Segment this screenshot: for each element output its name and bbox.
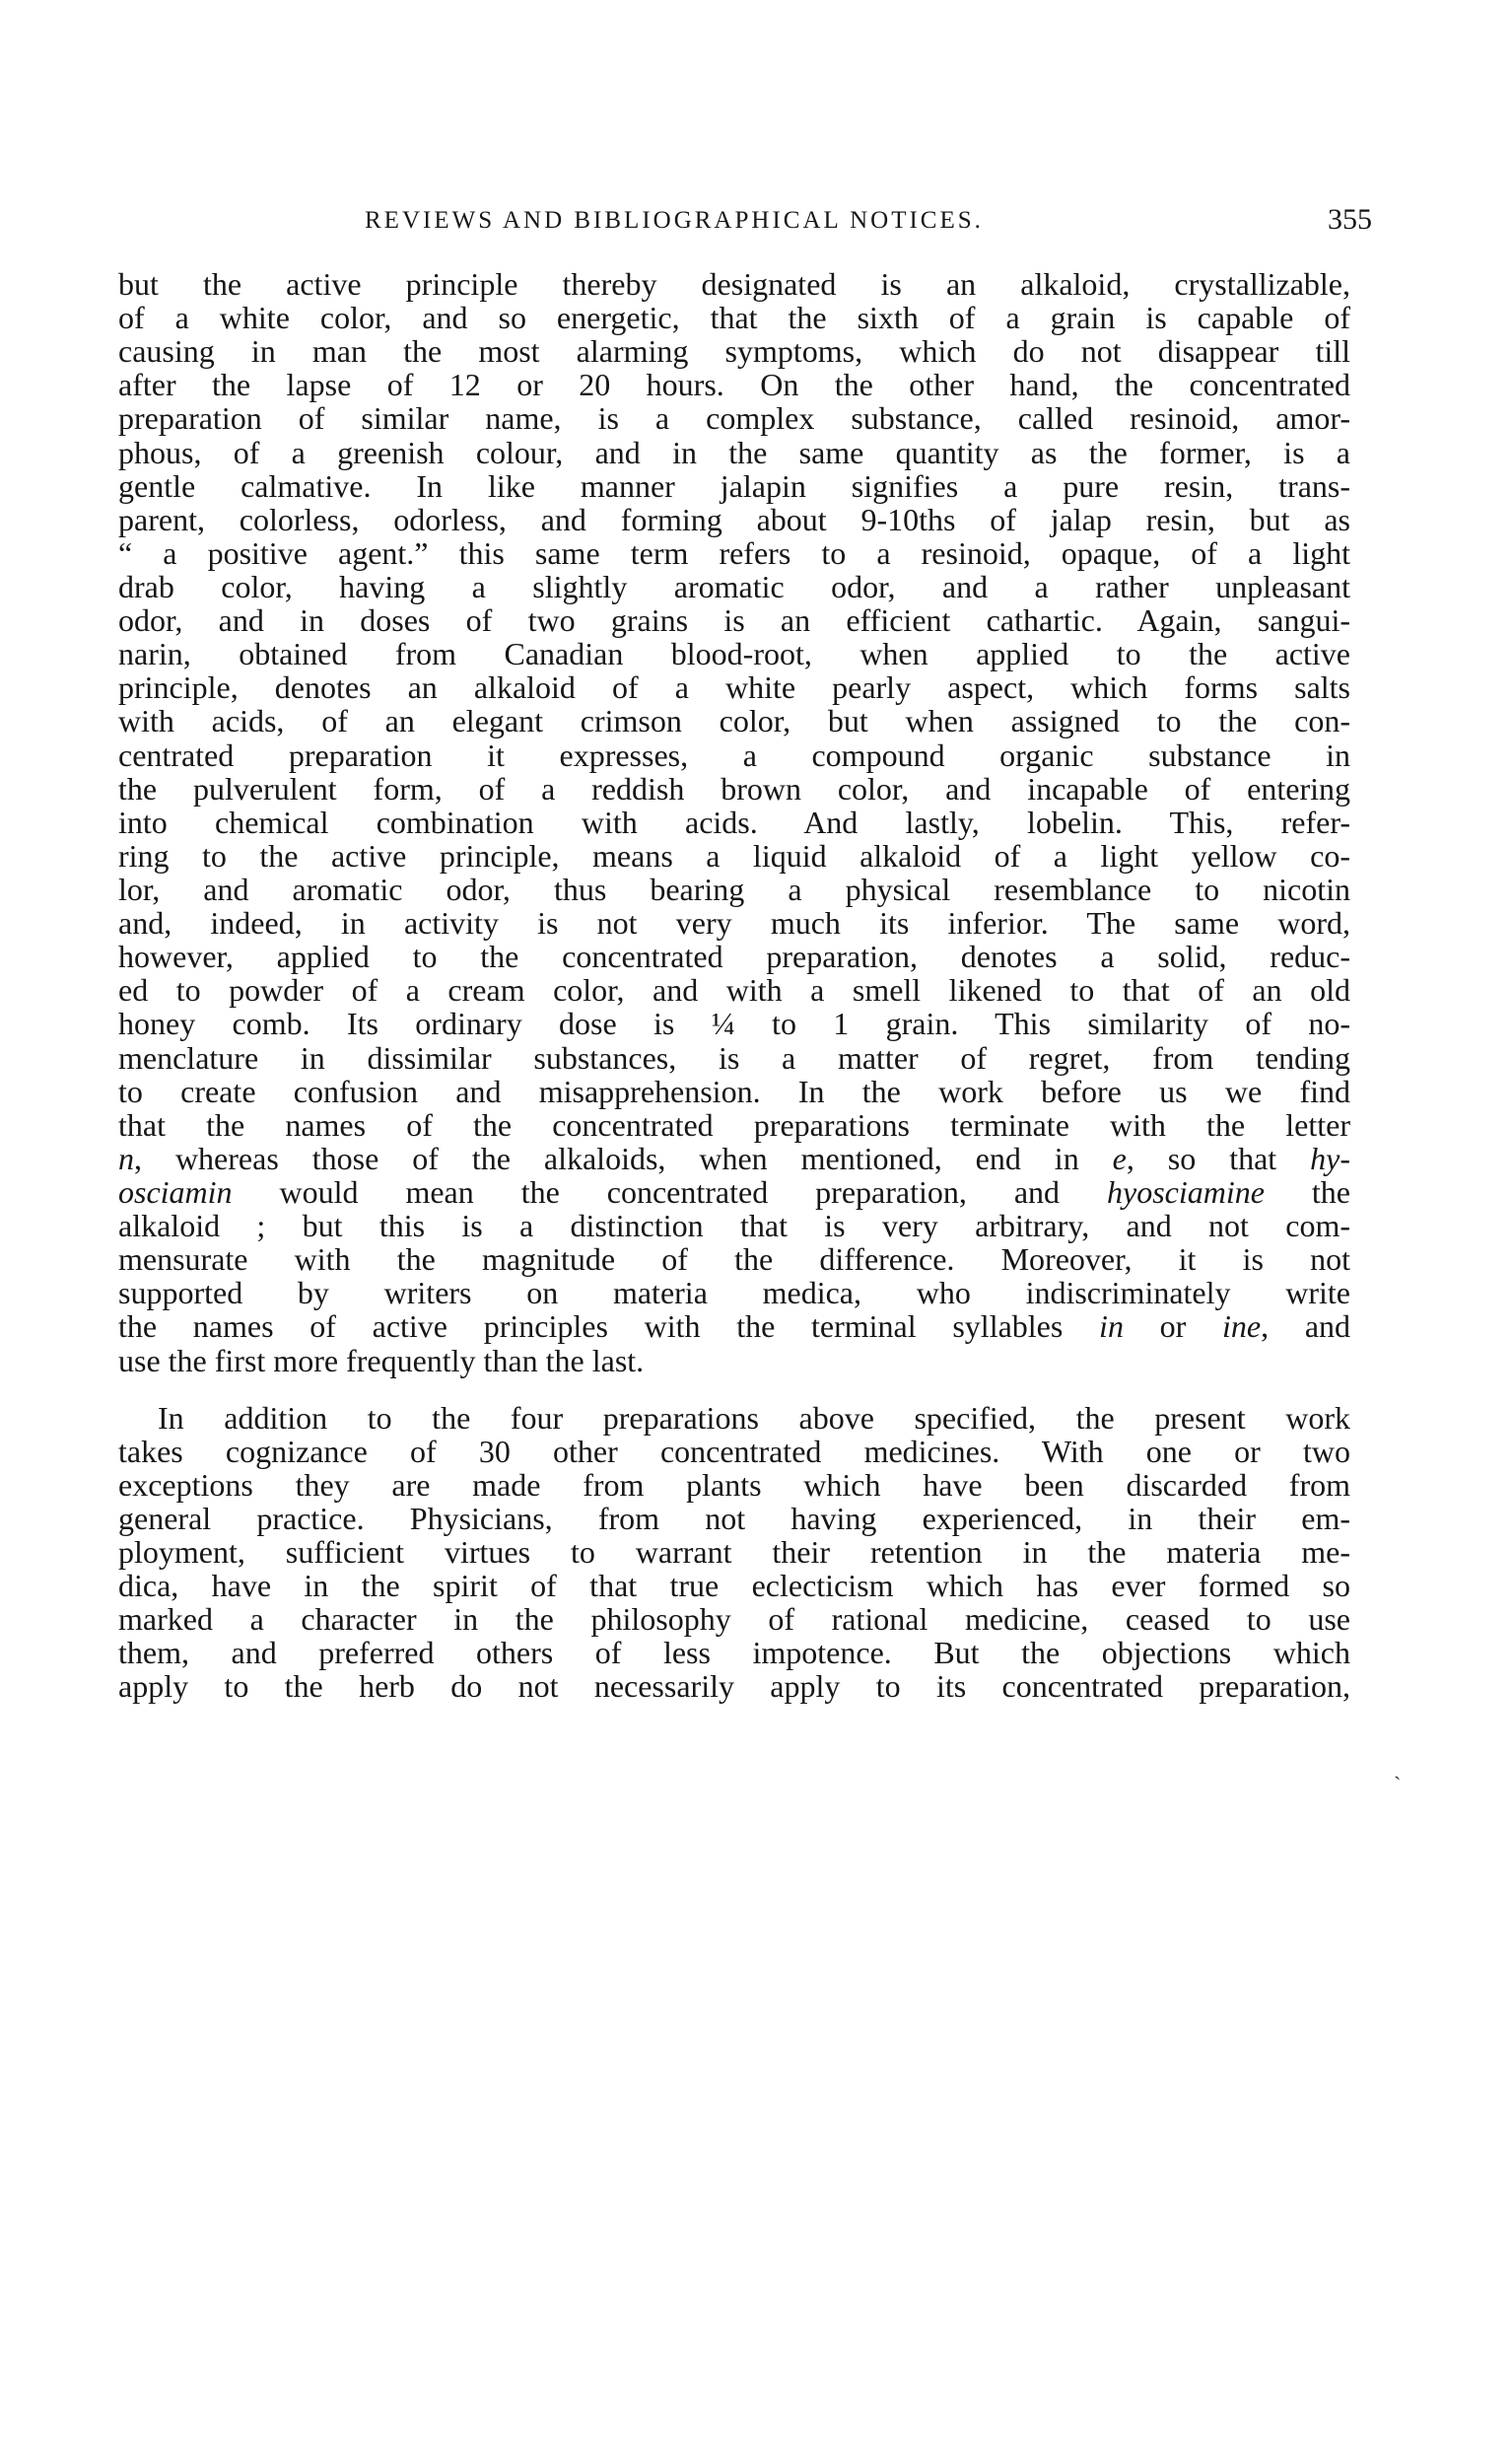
text-line: parent, colorless, odorless, and forming about 9-10ths of jalap resin, but as: [118, 501, 1350, 537]
text-line-italic-n: [118, 1140, 1351, 1176]
text-line: ployment, sufficient virtues to warrant their retention in the materia me-: [118, 1533, 1350, 1570]
stray-print-mark: ˎ: [1394, 1755, 1402, 1780]
text-line: causing in man the most alarming symptoms, which do not disappear till: [118, 333, 1350, 370]
text-line: and, indeed, in activity is not very much its inferior. The same word,: [118, 905, 1350, 942]
text-line: drab color, having a slightly aromatic odor, and a rather unpleasant: [118, 568, 1350, 604]
text-line: honey comb. Its ordinary dose is ¼ to 1 grain. This similarity of no-: [118, 1006, 1350, 1042]
page-number: 355: [1328, 203, 1372, 236]
text-fragment: would mean the concentrated preparation, and: [232, 1173, 1107, 1210]
text-line: odor, and in doses of two grains is an efficient cathartic. Again, sangui-: [118, 602, 1350, 639]
text-line: phous, of a greenish colour, and in the same quantity as the former, is a: [118, 434, 1350, 470]
text-line: centrated preparation it expresses, a compound organic substance in: [118, 737, 1350, 773]
text-fragment: , whereas those of the alkaloids, when mentioned, end in: [134, 1140, 1113, 1176]
text-line: menclature in dissimilar substances, is a matter of regret, from tending: [118, 1039, 1350, 1076]
text-line: but the active principle thereby designated is an alkaloid, crystallizable,: [118, 266, 1350, 302]
text-line: use the first more frequently than the last.: [118, 1342, 645, 1378]
text-line: dica, have in the spirit of that true eclecticism which has ever formed so: [118, 1568, 1350, 1604]
italic-n: n: [118, 1140, 134, 1176]
body-text: [118, 268, 1350, 1704]
text-line: with acids, of an elegant crimson color, but when assigned to the con-: [118, 703, 1350, 739]
text-line: principle, denotes an alkaloid of a white pearly aspect, which forms salts: [118, 669, 1350, 706]
text-fragment: , so that: [1126, 1140, 1311, 1176]
running-head-title: REVIEWS AND BIBLIOGRAPHICAL NOTICES.: [365, 207, 984, 234]
text-line: lor, and aromatic odor, thus bearing a physical resemblance to nicotin: [118, 871, 1350, 907]
text-line: ring to the active principle, means a liquid alkaloid of a light yellow co-: [118, 837, 1350, 874]
text-line: into chemical combination with acids. And lastly, lobelin. This, refer-: [118, 804, 1350, 840]
italic-osciamin: osciamin: [118, 1173, 233, 1210]
running-head: [118, 203, 1390, 246]
text-line: of a white color, and so energetic, that the sixth of a grain is capable of: [118, 300, 1350, 336]
text-line: “ a positive agent.” this same term refers to a resinoid, opaque, of a light: [118, 534, 1350, 571]
italic-hy: hy-: [1310, 1140, 1351, 1176]
text-line: preparation of similar name, is a complex substance, called resinoid, amor-: [118, 400, 1350, 437]
text-line: them, and preferred others of less impotence. But the objections which: [118, 1635, 1350, 1671]
text-line: to create confusion and misapprehension. In the work before us we find: [118, 1073, 1350, 1109]
text-fragment: , and: [1261, 1308, 1351, 1345]
text-fragment: or: [1123, 1308, 1223, 1345]
text-line: exceptions they are made from plants which have been discarded from: [118, 1466, 1350, 1503]
text-line-italic-syllables: [118, 1308, 1351, 1345]
text-line: that the names of the concentrated preparations terminate with the letter: [118, 1106, 1350, 1143]
text-line: alkaloid ; but this is a distinction that is very arbitrary, and not com-: [118, 1208, 1350, 1244]
text-line: after the lapse of 12 or 20 hours. On the other hand, the concentrated: [118, 367, 1350, 403]
italic-hyosciamine: hyosciamine: [1107, 1173, 1265, 1210]
text-line: general practice. Physicians, from not having experienced, in their em-: [118, 1500, 1350, 1536]
text-line-italic-hyosciamin: [118, 1173, 1351, 1210]
text-line: gentle calmative. In like manner jalapin signifies a pure resin, trans-: [118, 467, 1350, 504]
text-line: ed to powder of a cream color, and with a smell likened to that of an old: [118, 972, 1350, 1009]
text-line: however, applied to the concentrated preparation, denotes a solid, reduc-: [118, 939, 1350, 975]
text-fragment: the: [1264, 1173, 1351, 1210]
text-line: apply to the herb do not necessarily apply to its concentrated preparation,: [118, 1668, 1350, 1705]
italic-e: e: [1112, 1140, 1127, 1176]
text-line: mensurate with the magnitude of the difference. Moreover, it is not: [118, 1241, 1350, 1278]
text-fragment: the names of active principles with the terminal syllables: [118, 1308, 1100, 1345]
text-line: supported by writers on materia medica, who indiscriminately write: [118, 1275, 1350, 1311]
text-line: the pulverulent form, of a reddish brown color, and incapable of entering: [118, 770, 1350, 807]
text-line: In addition to the four preparations above specified, the present work: [158, 1399, 1350, 1436]
italic-ine: ine: [1222, 1308, 1262, 1345]
text-line: marked a character in the philosophy of rational medicine, ceased to use: [118, 1601, 1350, 1638]
text-line: narin, obtained from Canadian blood-root, when applied to the active: [118, 636, 1350, 672]
text-line: takes cognizance of 30 other concentrated medicines. With one or two: [118, 1433, 1350, 1469]
italic-in: in: [1099, 1308, 1124, 1345]
